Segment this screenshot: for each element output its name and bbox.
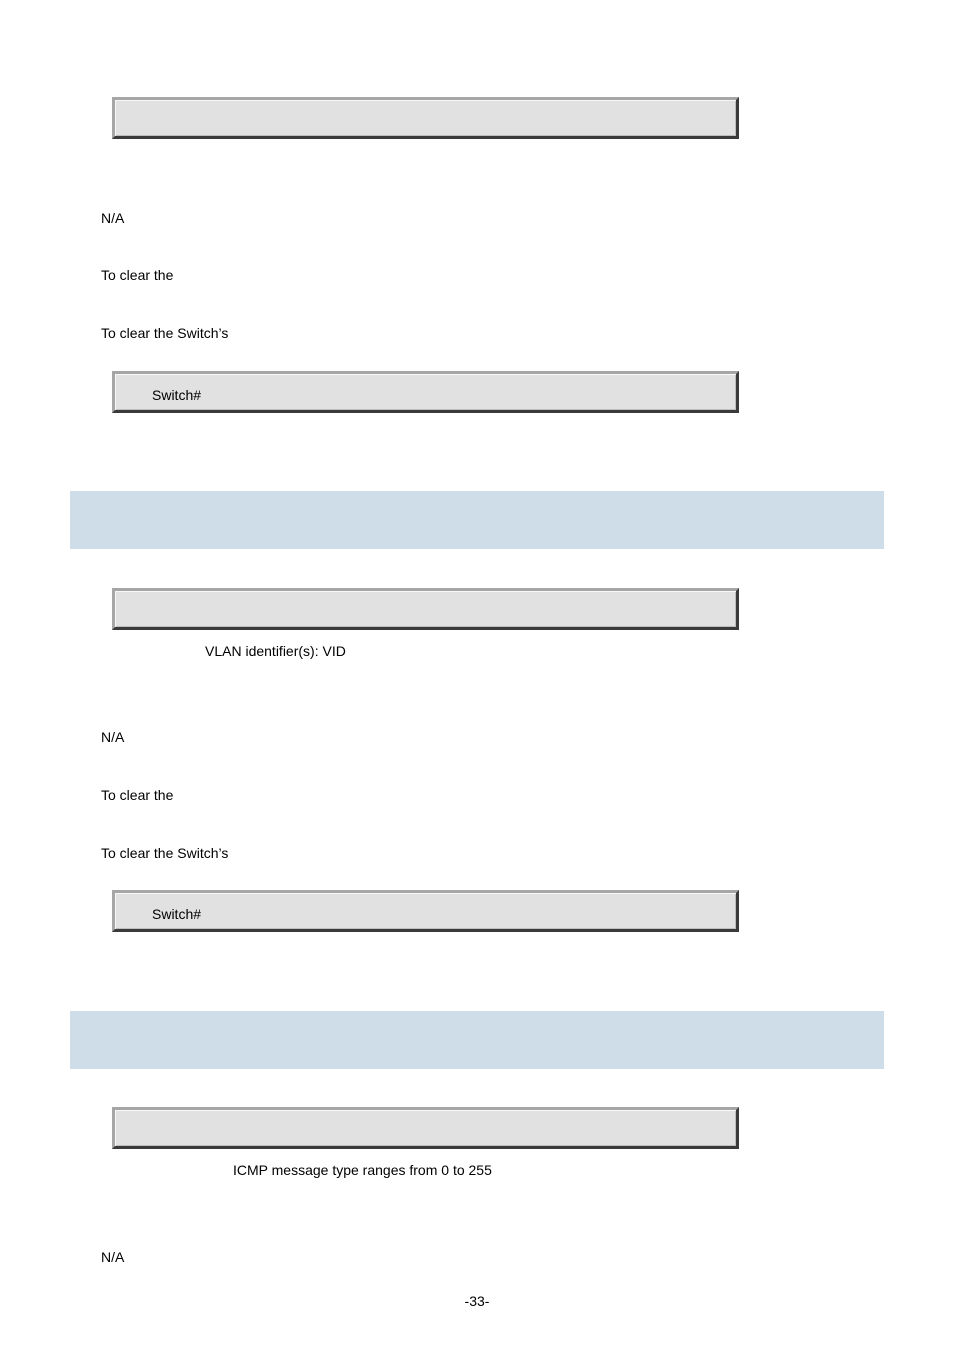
parameter-description-2: VLAN identifier(s): VID	[205, 643, 346, 659]
command-mode-1: To clear the	[101, 267, 174, 283]
command-syntax-box-2	[112, 588, 739, 630]
example-box-2	[112, 890, 739, 932]
usage-text-2: To clear the Switch’s	[101, 845, 229, 861]
default-value-3: N/A	[101, 1249, 125, 1265]
example-prompt-1: Switch#	[152, 387, 202, 403]
parameter-description-3: ICMP message type ranges from 0 to 255	[233, 1162, 492, 1178]
command-syntax-box-3	[112, 1107, 739, 1149]
section-heading-band-2	[70, 491, 884, 549]
page-number: -33-	[464, 1293, 490, 1309]
command-mode-2: To clear the	[101, 787, 174, 803]
example-prompt-2: Switch#	[152, 906, 202, 922]
section-heading-band-3	[70, 1011, 884, 1069]
default-value-1: N/A	[101, 210, 125, 226]
command-syntax-box-1	[112, 97, 739, 139]
example-box-1	[112, 371, 739, 413]
usage-text-1: To clear the Switch’s	[101, 325, 229, 341]
default-value-2: N/A	[101, 729, 125, 745]
